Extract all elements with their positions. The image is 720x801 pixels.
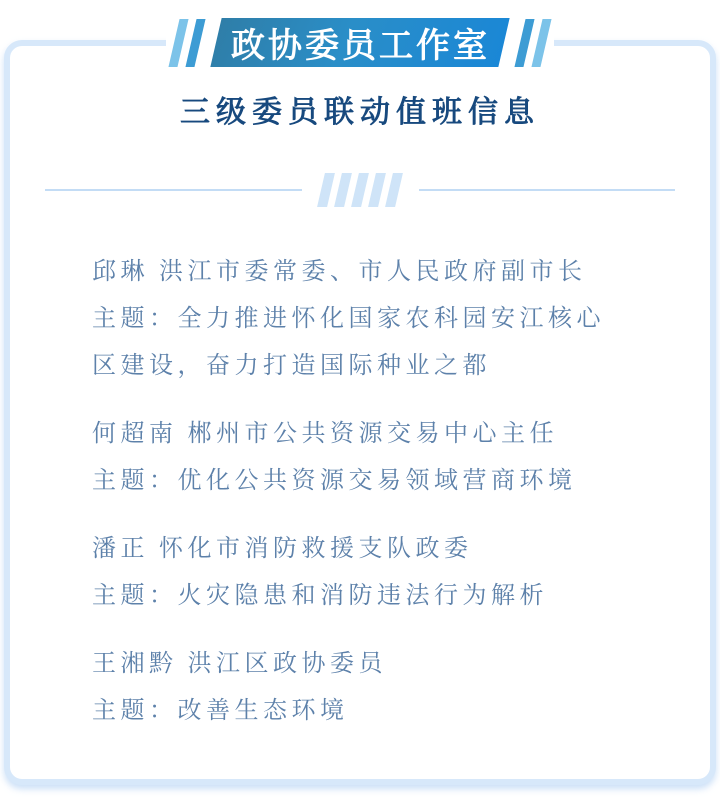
divider-slash-icon	[334, 173, 352, 207]
entry-position: 洪江区政协委员	[187, 650, 387, 677]
duty-entry	[92, 525, 622, 619]
divider-slash-icon	[385, 173, 403, 207]
banner-group	[166, 18, 554, 67]
slash-stripe-icon	[514, 19, 534, 67]
entry-topic: 主题：全力推进怀化国家农科园安江核心区建设，奋力打造国际种业之都	[92, 305, 605, 379]
entry-header	[92, 410, 622, 457]
page-title: 三级委员联动值班信息	[180, 96, 540, 129]
divider-slash-group	[318, 173, 403, 207]
divider-slash-icon	[368, 173, 386, 207]
section-divider	[45, 170, 675, 210]
duty-entry	[92, 248, 622, 389]
entry-topic: 主题：火灾隐患和消防违法行为解析	[92, 582, 548, 609]
entry-position: 郴州市公共资源交易中心主任	[187, 420, 558, 447]
entry-topic: 主题：优化公共资源交易领域营商环境	[92, 467, 577, 494]
banner-row	[0, 18, 720, 67]
slash-stripe-icon	[168, 19, 188, 67]
entry-name: 王湘黔	[92, 650, 178, 677]
entry-position: 怀化市消防救援支队政委	[159, 535, 473, 562]
duty-entry-list	[92, 248, 622, 755]
banner-title: 政协委员工作室	[230, 26, 490, 66]
slash-stripe-icon	[531, 19, 551, 67]
slash-stripe-icon	[185, 19, 205, 67]
divider-line-right	[419, 189, 676, 191]
divider-slash-icon	[317, 173, 335, 207]
banner-ribbon	[210, 18, 509, 67]
entry-position: 洪江市委常委、市人民政府副市长	[159, 258, 587, 285]
duty-entry	[92, 410, 622, 504]
entry-header	[92, 248, 622, 295]
entry-name: 何超南	[92, 420, 178, 447]
divider-slash-icon	[351, 173, 369, 207]
duty-entry	[92, 640, 622, 734]
entry-header	[92, 525, 622, 572]
divider-line-left	[45, 189, 302, 191]
entry-header	[92, 640, 622, 687]
entry-name: 潘正	[92, 535, 149, 562]
entry-name: 邱琳	[92, 258, 149, 285]
entry-topic: 主题：改善生态环境	[92, 697, 349, 724]
